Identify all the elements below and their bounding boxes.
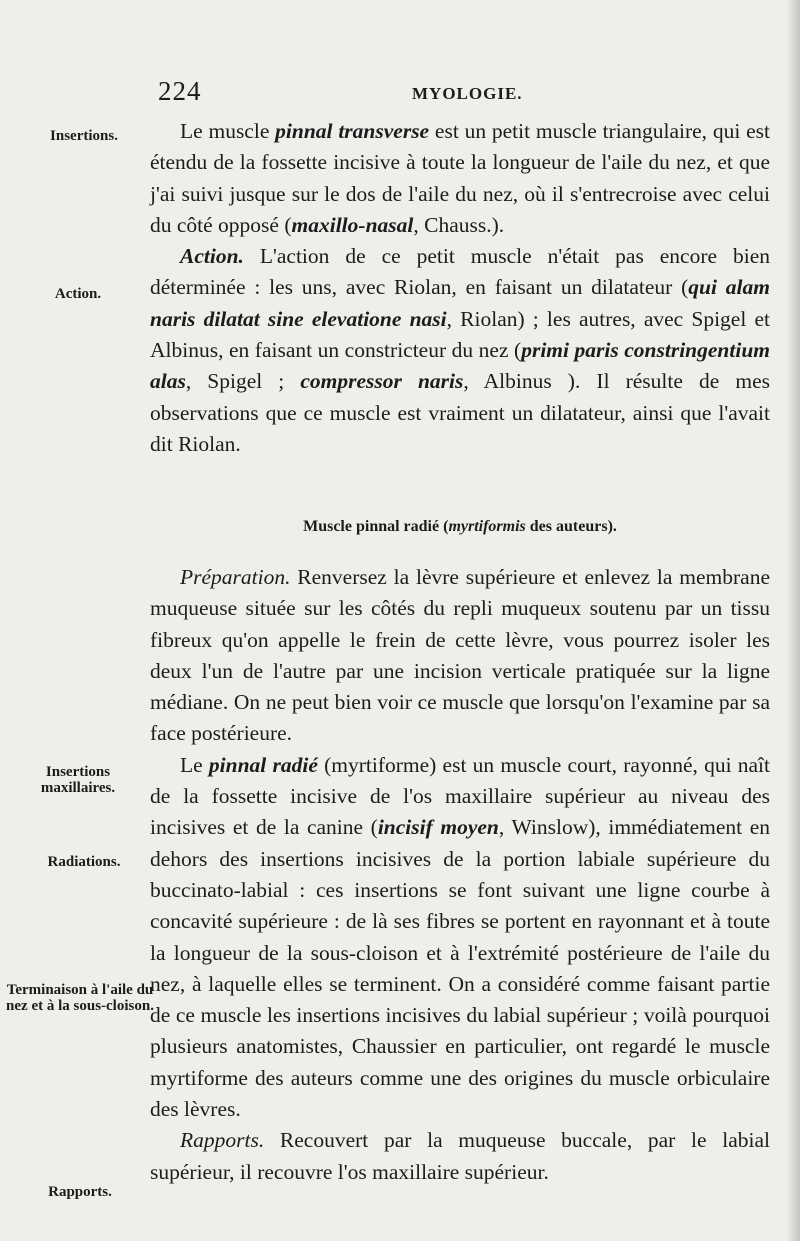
heading-text: des auteurs). xyxy=(525,518,617,535)
section-pinnal-transverse xyxy=(150,116,770,460)
paragraph-rapports xyxy=(150,1125,770,1188)
text-run: , Spigel ; xyxy=(185,369,301,394)
text-run: est un petit muscle triangulaire, qui est étendu de la fossette incisive à toute la longueur de l'aile du nez, et que j'ai suivi jusque sur le dos de l'aile du nez, où il s'entrecroise avec celui du côté opposé ( xyxy=(150,119,770,237)
section-heading xyxy=(150,518,770,536)
paragraph-preparation xyxy=(150,562,770,750)
margin-note-insertions: Insertions. xyxy=(50,128,118,144)
italic-term: pinnal radié xyxy=(208,752,318,777)
margin-note-terminaison: Terminaison à l'aile du nez et à la sous-cloison. xyxy=(6,982,154,1014)
margin-note-insertions-maxillaires: Insertions maxillaires. xyxy=(40,764,116,796)
text-run: , Chauss.). xyxy=(413,212,505,237)
text-run: Renversez la lèvre supérieure et enlevez la membrane muqueuse située sur les côtés du repli muqueux soutenu par un tissu fibreux qu'on appelle le frein de cette lèvre, vous pourrez isoler les deux l'un de l'autre par une incision verticale pratiquée sur la ligne médiane. On ne peut bien voir ce muscle que lorsqu'on l'examine par sa face postérieure. xyxy=(150,565,770,746)
margin-note-radiations: Radiations. xyxy=(47,854,121,870)
text-run: Le xyxy=(180,752,209,777)
italic-label: Rapports. xyxy=(180,1128,265,1153)
section-pinnal-radie xyxy=(150,562,770,1188)
heading-text: Muscle pinnal radié ( xyxy=(303,518,449,535)
italic-term: pinnal transverse xyxy=(275,119,430,143)
italic-term: maxillo-nasal xyxy=(291,212,414,237)
italic-term: compressor naris xyxy=(300,369,464,394)
page-number: 224 xyxy=(158,76,202,106)
paragraph-action xyxy=(150,241,770,460)
paragraph-description xyxy=(150,116,770,241)
italic-label: Action. xyxy=(180,244,244,269)
scan-shadow xyxy=(786,0,800,1241)
paragraph-description xyxy=(150,750,770,1126)
text-run: , Albinus ). Il résulte de mes observations que ce muscle est vraiment un dilatateur, ainsi que l'avait dit Riolan. xyxy=(150,369,770,456)
italic-term: incisif moyen xyxy=(377,815,499,840)
margin-note-action: Action. xyxy=(54,286,102,302)
running-title: MYOLOGIE. xyxy=(412,84,523,103)
margin-note-rapports: Rapports. xyxy=(48,1184,112,1200)
italic-term: qui alam naris dilatat sine elevatione nasi xyxy=(150,275,770,331)
italic-term: primi paris constringentium alas xyxy=(150,338,771,394)
text-run: (myrtiforme) est un muscle court, rayonné, qui naît de la fossette incisive de l'os maxillaire supérieur au niveau des incisives et de la canine ( xyxy=(150,752,771,840)
heading-italic: myrtiformis xyxy=(448,518,526,535)
text-run: L'action de ce petit muscle n'était pas encore bien déterminée : les uns, avec Riolan, en faisant un dilatateur ( xyxy=(150,244,770,300)
text-run: Le muscle xyxy=(180,119,276,143)
text-run: , Winslow), immédiatement en dehors des insertions incisives de la portion labiale supérieure du buccinato-labial : ces insertions se font suivant une ligne courbe à concavité supérieure : de là ses fibres se portent en rayonnant et à toute la longueur de la sous-cloison et à l'extrémité postérieure de l'aile du nez, à laquelle elles se terminent. On a considéré comme faisant partie de ce muscle les insertions incisives du labial supérieur ; voilà pourquoi plusieurs anatomistes, Chaussier en particulier, ont regardé le muscle myrtiforme des auteurs comme une des origines du muscle orbiculaire des lèvres. xyxy=(150,815,770,1122)
text-run: , Riolan) ; les autres, avec Spigel et Albinus, en faisant un constricteur du nez ( xyxy=(150,306,770,363)
text-run: Recouvert par la muqueuse buccale, par le labial supérieur, il recouvre l'os maxillaire supérieur. xyxy=(150,1128,770,1184)
italic-label: Préparation. xyxy=(180,565,291,589)
